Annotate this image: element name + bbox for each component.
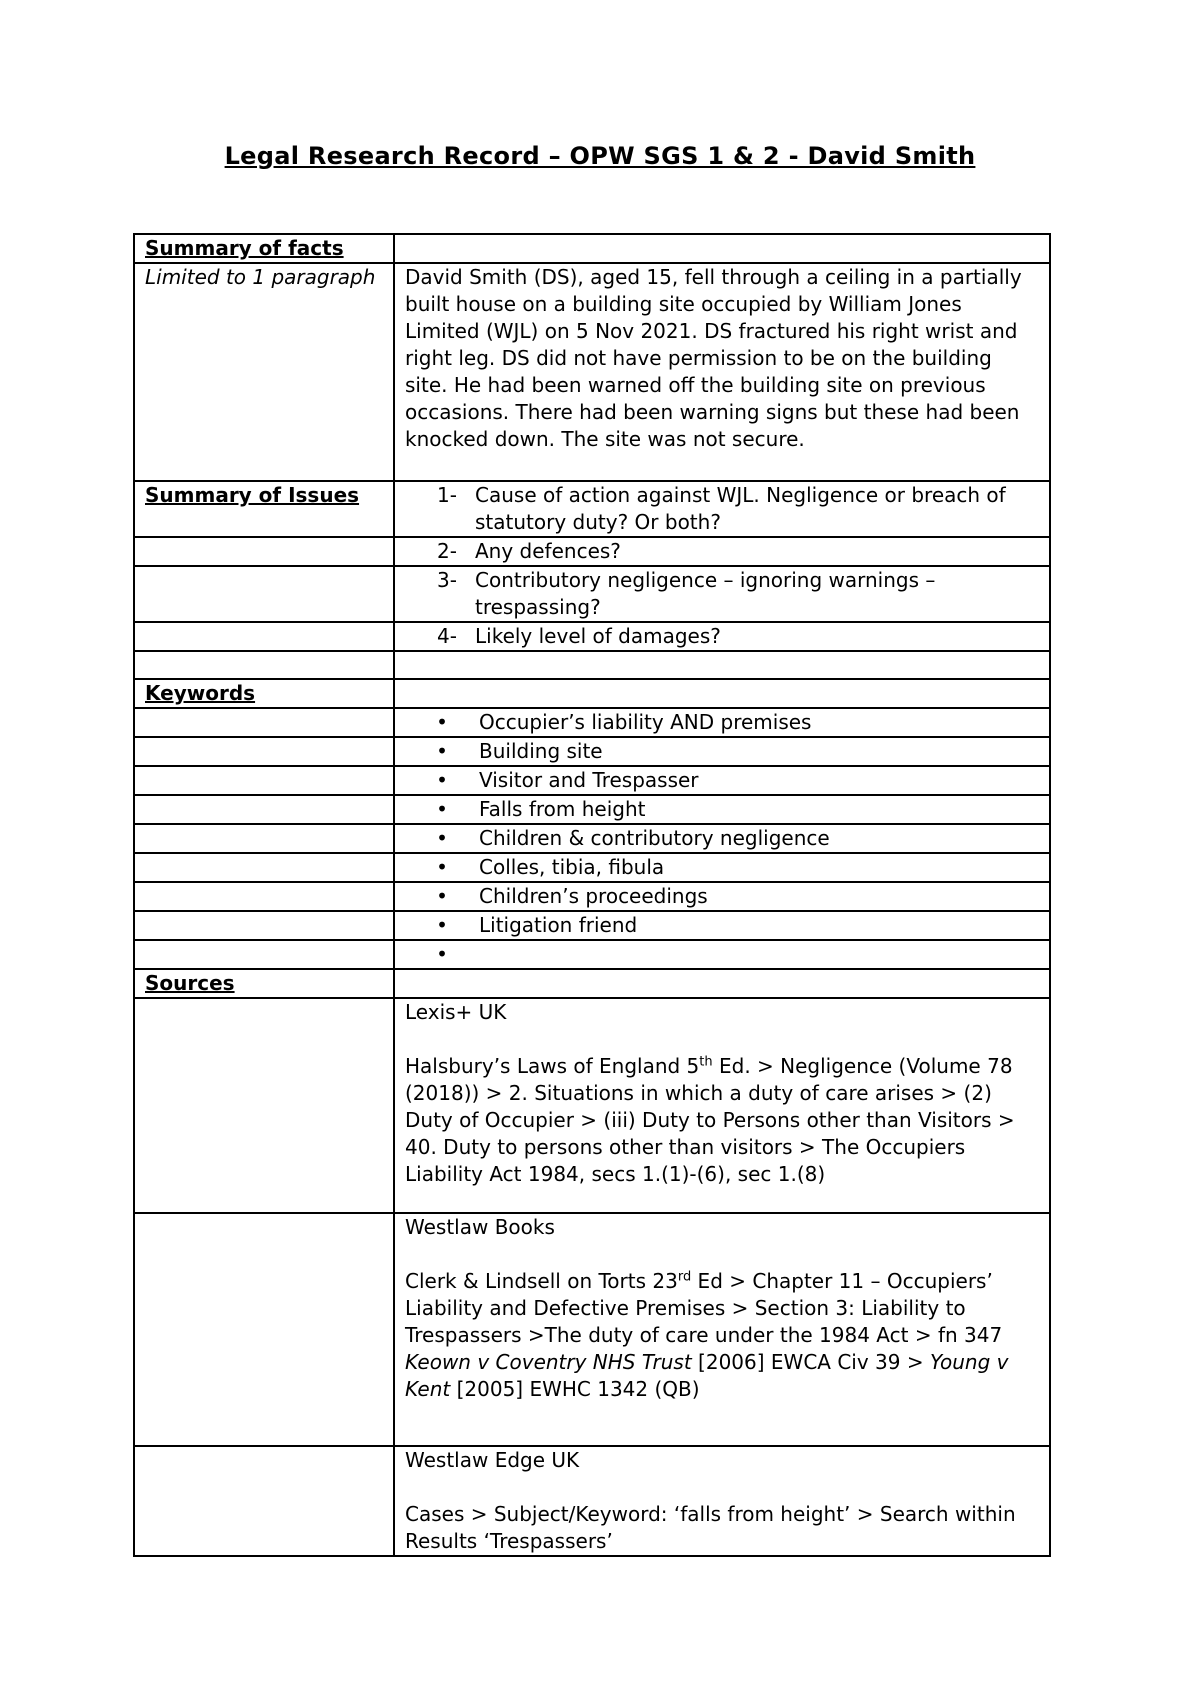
source-cell-lexis — [394, 998, 1050, 1213]
issue-text: Any defences? — [475, 539, 621, 563]
keyword-text: Colles, tibia, fibula — [479, 855, 665, 879]
source-cell-westlaw-books — [394, 1213, 1050, 1446]
page-title: Legal Research Record – OPW SGS 1 & 2 - David Smith — [224, 142, 976, 170]
table-row — [134, 1213, 1050, 1446]
keyword-text: Litigation friend — [479, 913, 638, 937]
source-cell-westlaw-edge — [394, 1446, 1050, 1556]
table-row — [134, 651, 1050, 679]
case-citation: [2005] EWHC 1342 (QB) — [450, 1377, 700, 1401]
keyword-cell — [394, 882, 1050, 911]
keyword-cell — [394, 795, 1050, 824]
source-heading: Westlaw Books — [405, 1215, 555, 1239]
summary-facts-label: Summary of facts — [145, 236, 344, 260]
bullet-icon: • — [436, 768, 448, 792]
keyword-cell — [394, 766, 1050, 795]
source-text: Halsbury’s Laws of England 5 — [405, 1054, 700, 1078]
source-path — [405, 1268, 1039, 1403]
empty-cell — [134, 537, 394, 566]
empty-cell — [394, 234, 1050, 263]
table-row — [134, 566, 1050, 622]
empty-cell — [134, 824, 394, 853]
issue-number: 3- — [437, 568, 457, 592]
issue-cell — [394, 481, 1050, 537]
bullet-icon: • — [436, 797, 448, 821]
source-superscript: rd — [677, 1269, 692, 1285]
case-citation: [2006] EWCA Civ 39 > — [691, 1350, 930, 1374]
keyword-text: Building site — [479, 739, 603, 763]
empty-cell — [134, 566, 394, 622]
issue-number: 4- — [437, 624, 457, 648]
table-row — [134, 234, 1050, 263]
empty-cell — [394, 679, 1050, 708]
empty-cell — [134, 737, 394, 766]
source-heading: Lexis+ UK — [405, 1000, 507, 1024]
keyword-cell — [394, 708, 1050, 737]
empty-cell — [134, 708, 394, 737]
empty-cell — [134, 766, 394, 795]
table-row — [134, 708, 1050, 737]
research-record-table — [133, 233, 1051, 1557]
issue-cell — [394, 566, 1050, 622]
source-path: Cases > Subject/Keyword: ‘falls from height’ > Search within Results ‘Trespassers’ — [405, 1502, 1016, 1553]
table-row — [134, 679, 1050, 708]
bullet-icon: • — [436, 913, 448, 937]
keyword-text: Children’s proceedings — [479, 884, 708, 908]
table-row — [134, 882, 1050, 911]
summary-facts-sublabel: Limited to 1 paragraph — [145, 265, 376, 289]
keywords-label: Keywords — [145, 681, 256, 705]
empty-cell — [134, 853, 394, 882]
summary-facts-label-cell — [134, 234, 394, 263]
empty-cell — [394, 651, 1050, 679]
empty-cell — [134, 882, 394, 911]
issue-number: 2- — [437, 539, 457, 563]
keyword-cell — [394, 911, 1050, 940]
source-superscript: th — [699, 1054, 713, 1070]
table-row — [134, 940, 1050, 969]
bullet-icon: • — [436, 855, 448, 879]
source-heading: Westlaw Edge UK — [405, 1448, 580, 1472]
issue-cell — [394, 622, 1050, 651]
table-row — [134, 622, 1050, 651]
table-row — [134, 263, 1050, 481]
issues-label-cell — [134, 481, 394, 537]
case-name: Young v Kent — [405, 1350, 1009, 1401]
empty-cell — [134, 940, 394, 969]
keyword-text: Falls from height — [479, 797, 646, 821]
keyword-text: Visitor and Trespasser — [479, 768, 699, 792]
empty-cell — [134, 998, 394, 1213]
table-row — [134, 969, 1050, 998]
empty-cell — [134, 622, 394, 651]
bullet-icon: • — [436, 942, 448, 966]
table-row — [134, 795, 1050, 824]
source-text: Clerk & Lindsell on Torts 23 — [405, 1269, 678, 1293]
keywords-label-cell — [134, 679, 394, 708]
table-row — [134, 998, 1050, 1213]
bullet-icon: • — [436, 826, 448, 850]
sources-label: Sources — [145, 971, 235, 995]
summary-facts-text: David Smith (DS), aged 15, fell through a ceiling in a partially built house on a building site occupied by William Jones Limited (WJL) on 5 Nov 2021. DS fractured his right wrist and right leg. DS did not have permission to be on the building site. He had been warned off the building site on previous occasions. There had been warning signs but these had been knocked down. The site was not secure. — [405, 265, 1022, 451]
table-row — [134, 481, 1050, 537]
table-row — [134, 537, 1050, 566]
issue-number: 1- — [437, 483, 457, 507]
issue-cell — [394, 537, 1050, 566]
issues-label: Summary of Issues — [145, 483, 360, 507]
empty-cell — [134, 1213, 394, 1446]
source-text: Ed > Chapter 11 – Occupiers’ Liability and Defective Premises > Section 3: Liability to Trespassers >The duty of care under the 1984 Act > fn 347 — [405, 1269, 1003, 1347]
keyword-cell — [394, 853, 1050, 882]
table-row — [134, 824, 1050, 853]
keyword-cell — [394, 737, 1050, 766]
summary-facts-sublabel-cell — [134, 263, 394, 481]
keyword-text: Occupier’s liability AND premises — [479, 710, 812, 734]
table-row — [134, 853, 1050, 882]
empty-cell — [394, 969, 1050, 998]
summary-facts-cell — [394, 263, 1050, 481]
empty-cell — [134, 911, 394, 940]
bullet-icon: • — [436, 739, 448, 763]
table-row — [134, 766, 1050, 795]
keyword-text: Children & contributory negligence — [479, 826, 830, 850]
keyword-cell — [394, 824, 1050, 853]
issue-text: Contributory negligence – ignoring warnings – trespassing? — [475, 568, 936, 619]
case-name: Keown v Coventry NHS Trust — [405, 1350, 692, 1374]
table-row — [134, 1446, 1050, 1556]
bullet-icon: • — [436, 884, 448, 908]
bullet-icon: • — [436, 710, 448, 734]
empty-cell — [134, 795, 394, 824]
issue-text: Cause of action against WJL. Negligence or breach of statutory duty? Or both? — [475, 483, 1006, 534]
table-row — [134, 737, 1050, 766]
source-text: Ed. > Negligence (Volume 78 (2018)) > 2. Situations in which a duty of care arises > (2) Duty of Occupier > (iii) Duty to Persons other than Visitors > 40. Duty to persons other than visitors > The Occupiers Liability Act 1984, secs 1.(1)-(6), sec 1.(8) — [405, 1054, 1015, 1186]
keyword-cell — [394, 940, 1050, 969]
source-path — [405, 1053, 1039, 1188]
empty-cell — [134, 1446, 394, 1556]
sources-label-cell — [134, 969, 394, 998]
issue-text: Likely level of damages? — [475, 624, 721, 648]
empty-cell — [134, 651, 394, 679]
table-row — [134, 911, 1050, 940]
